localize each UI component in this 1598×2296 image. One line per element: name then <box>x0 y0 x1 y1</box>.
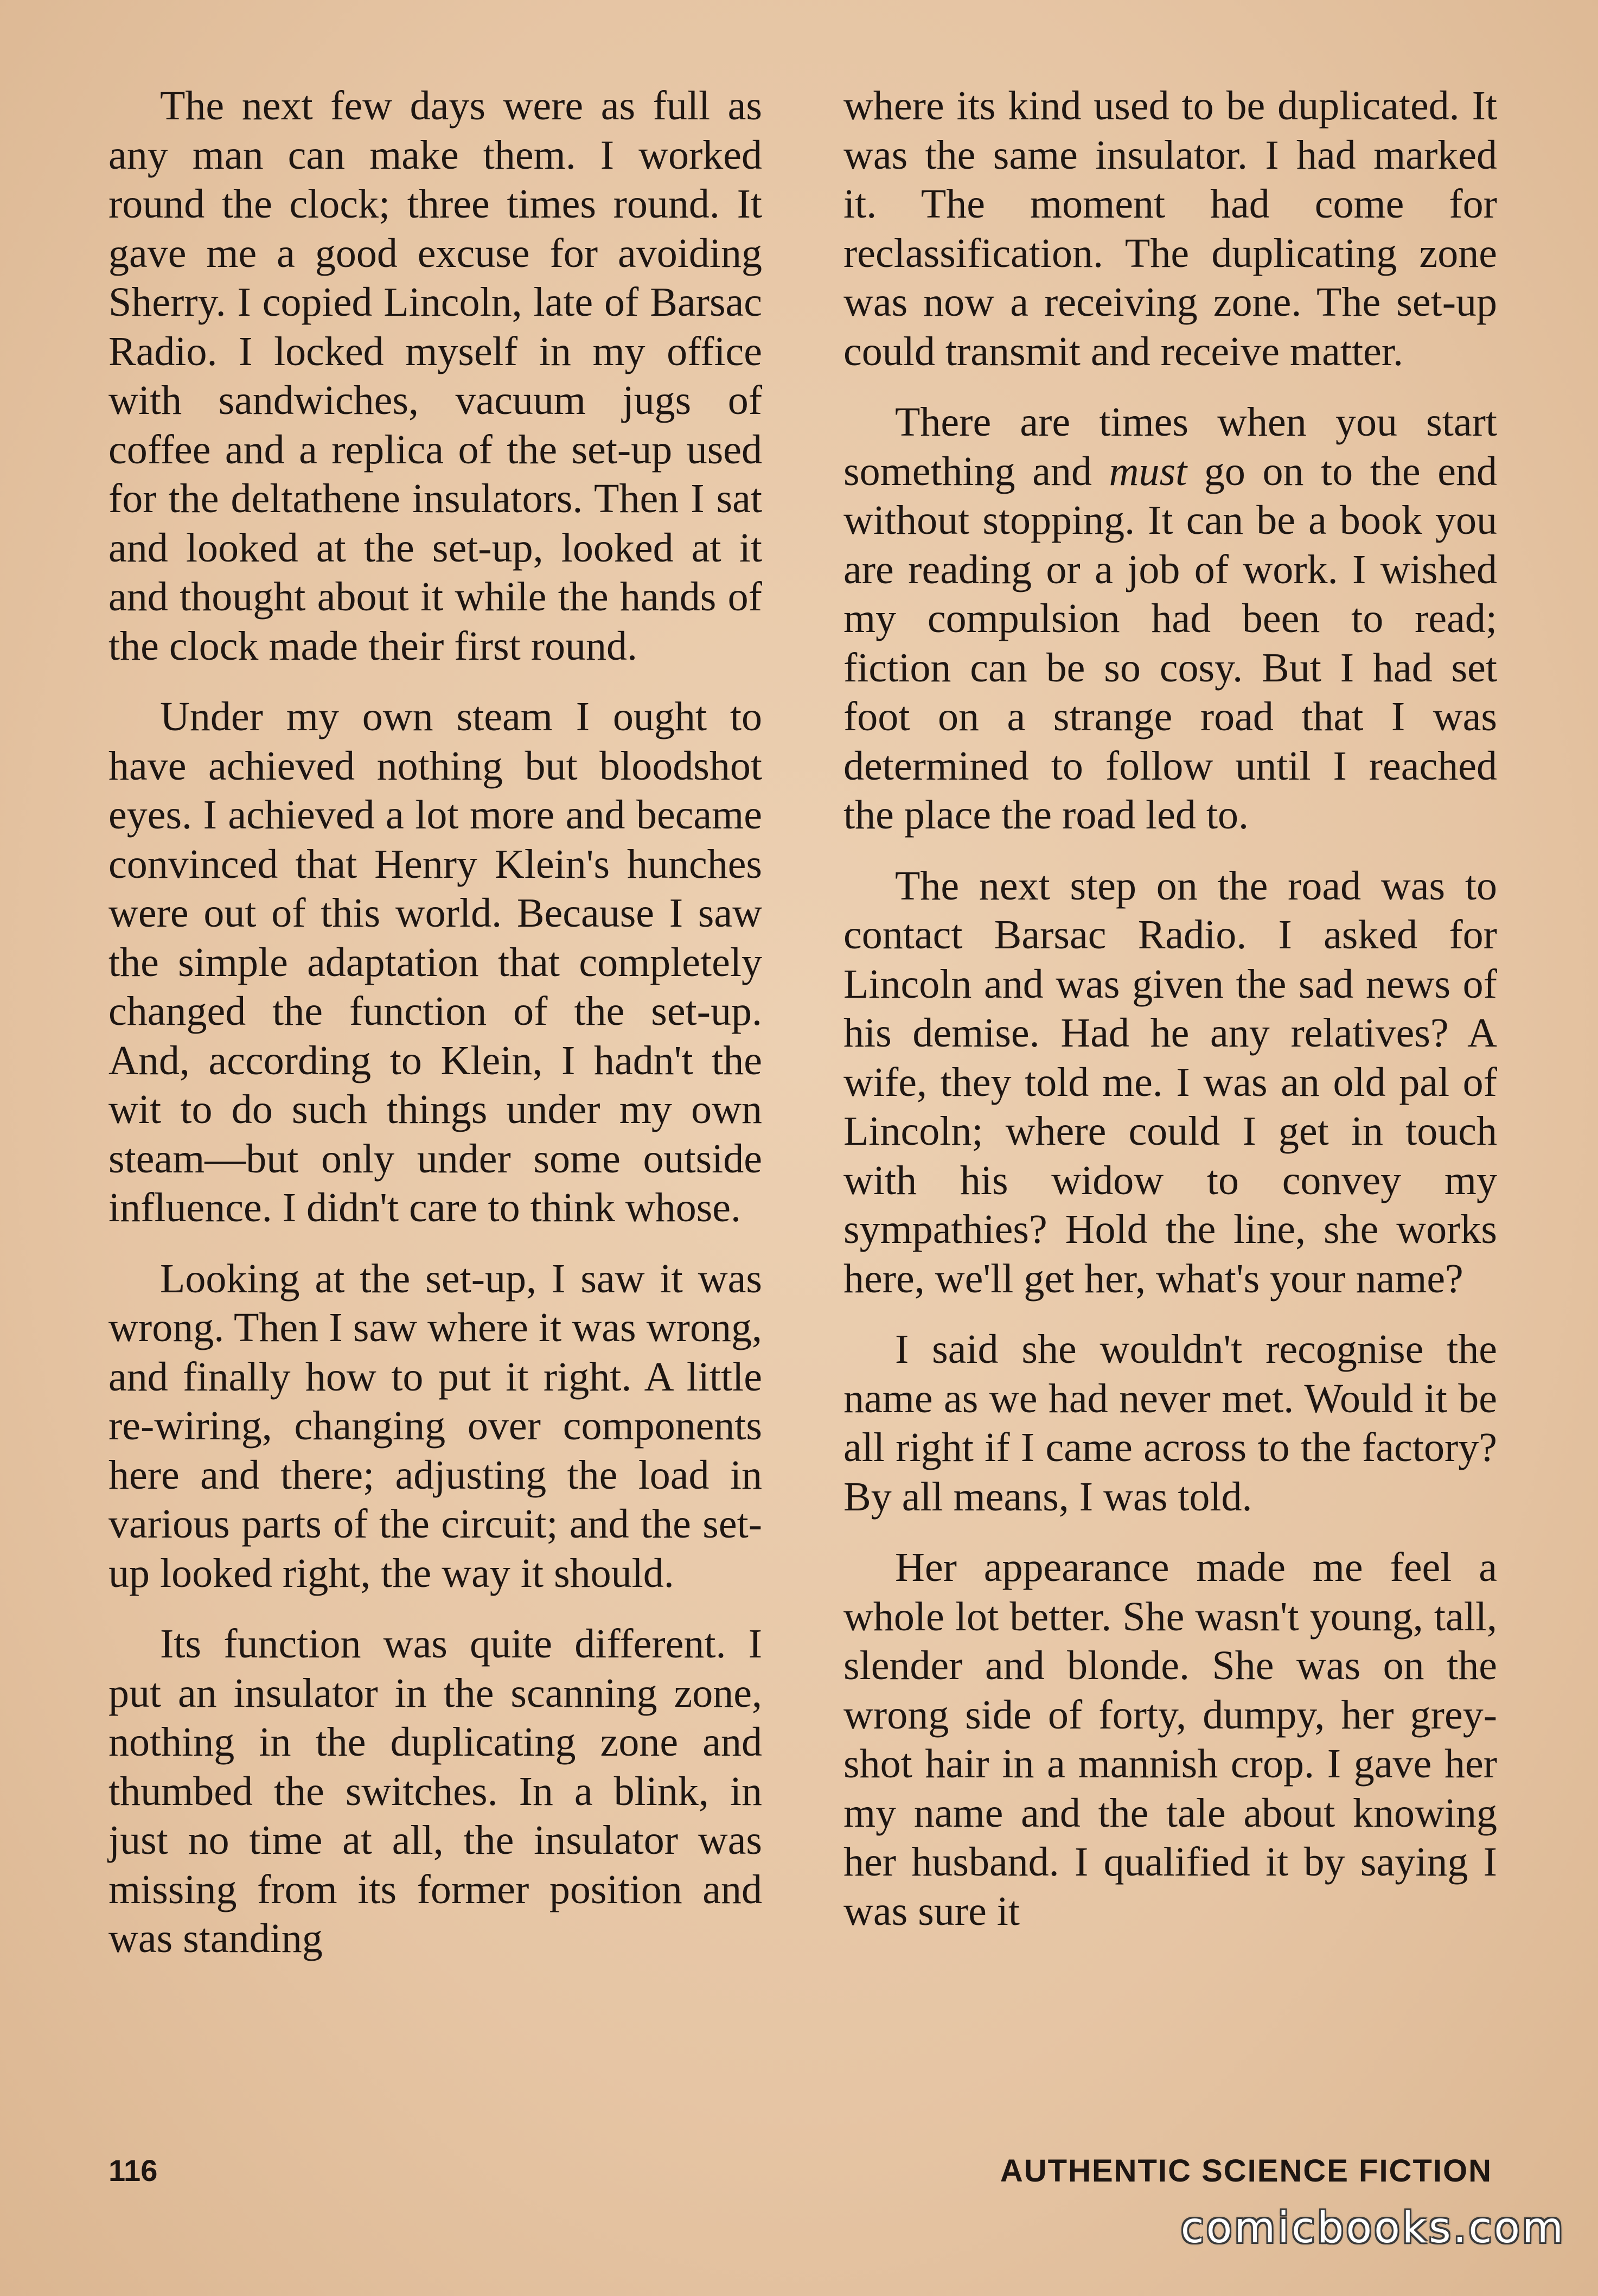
right-text-column <box>843 81 1497 1936</box>
paragraph: Looking at the set-up, I saw it was wrong. Then I saw where it was wrong, and finally how to put it right. A little re-wiring, changing over components here and there; adjusting the load in various parts of the circuit; and the set-up looked right, the way it should. <box>108 1255 762 1596</box>
running-title: AUTHENTIC SCIENCE FICTION <box>1000 2153 1492 2189</box>
left-text-column <box>108 81 762 1963</box>
paragraph-text: go on to the end without stopping. It can be a book you are reading or a job of work. I wished my compulsion had been to read; fiction can be so cosy. But I had set foot on a strange road that I was determined to follow until I reached the place the road led to. <box>843 448 1497 838</box>
paragraph: Its function was quite different. I put an insulator in the scanning zone, nothing in the duplicating zone and thumbed the switches. In a blink, in just no time at all, the insulator was missing from its former position and was standing <box>108 1621 762 1961</box>
paragraph: The next few days were as full as any man can make them. I worked round the clock; three times round. It gave me a good excuse for avoiding Sherry. I copied Lincoln, late of Barsac Radio. I locked myself in my office with sandwiches, vacuum jugs of coffee and a replica of the set-up used for the deltathene insulators. Then I sat and looked at the set-up, looked at it and thought about it while the hands of the clock made their first round. <box>108 83 762 669</box>
paragraph: Under my own steam I ought to have achieved nothing but bloodshot eyes. I achieved a lot more and became convinced that Henry Klein's hunches were out of this world. Because I saw the simple adaptation that completely changed the function of the set-up. And, according to Klein, I hadn't the wit to do such things under my own steam—but only under some outside influence. I didn't care to think whose. <box>108 694 762 1230</box>
paragraph-text: There are times when you start something and <box>843 399 1497 494</box>
paragraph <box>843 398 1497 840</box>
page-number: 116 <box>108 2153 158 2187</box>
paragraph: Her appearance made me feel a whole lot better. She wasn't young, tall, slender and blonde. She was on the wrong side of forty, dumpy, her grey-shot hair in a mannish crop. I gave her my name and the tale about knowing her husband. I qualified it by saying I was sure it <box>843 1545 1497 1934</box>
paragraph: The next step on the road was to contact Barsac Radio. I asked for Lincoln and was given the sad news of his demise. Had he any relatives? A wife, they told me. I was an old pal of Lincoln; where could I get in touch with his widow to convey my sympathies? Hold the line, she works here, we'll get her, what's your name? <box>843 863 1497 1302</box>
paragraph: I said she wouldn't recognise the name as we had never met. Would it be all right if I came across to the factory? By all means, I was told. <box>843 1326 1497 1520</box>
emphasis-text: must <box>1109 448 1187 494</box>
watermark: comicbooks.com <box>1180 2204 1565 2253</box>
paragraph-continued: where its kind used to be duplicated. It was the same insulator. I had marked it. The moment had come for reclassification. The duplicating zone was now a receiving zone. The set-up could transmit and receive matter. <box>843 83 1497 374</box>
